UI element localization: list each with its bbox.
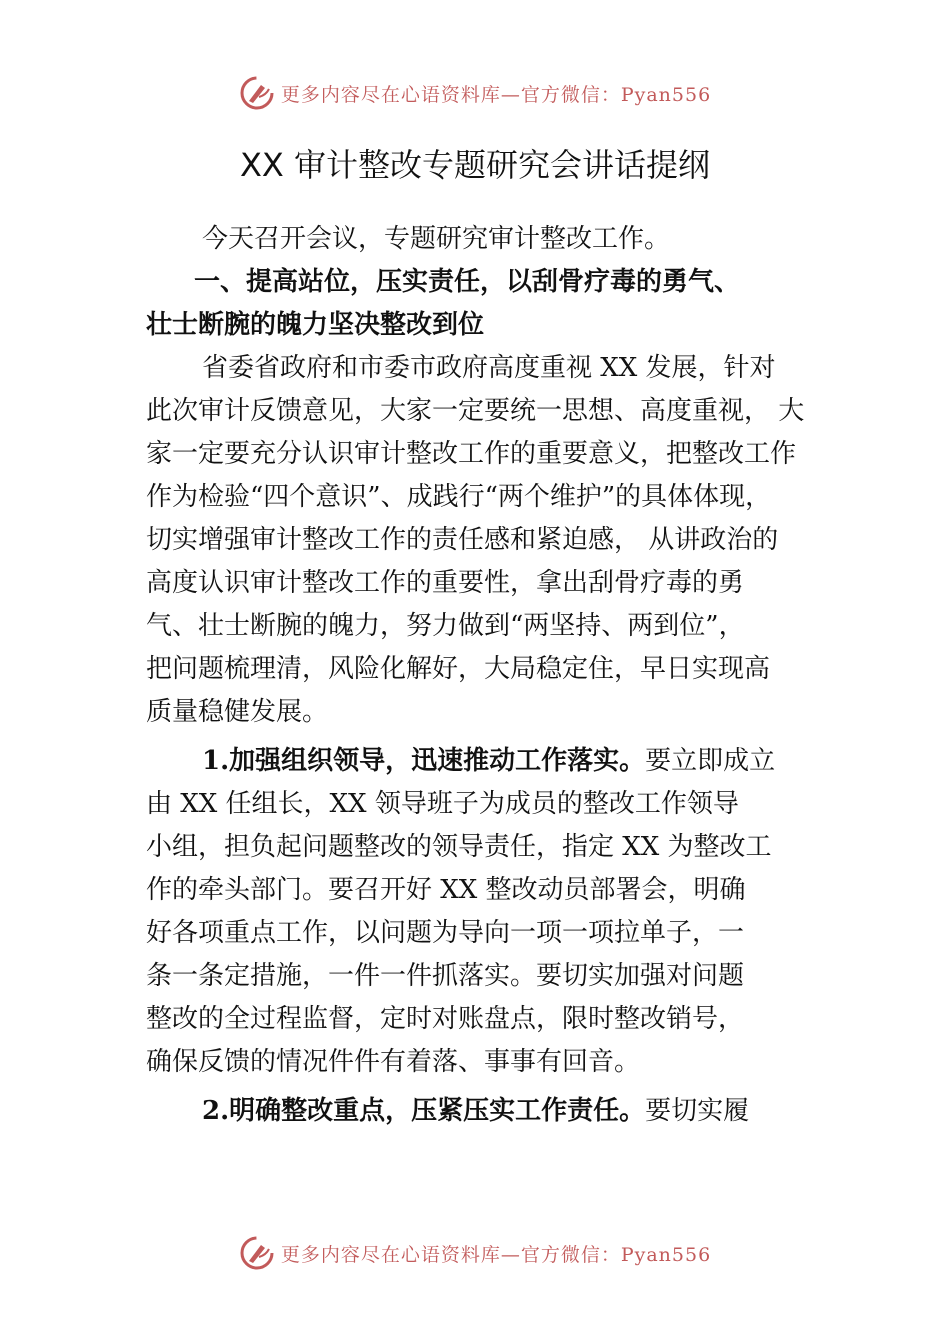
paragraph-3 <box>146 1090 816 1133</box>
text-line: 家一定要充分认识审计整改工作的重要意义，把整改工作 <box>146 439 797 469</box>
text-line: 确保反馈的情况件件有着落、事事有回音。 <box>146 1047 641 1077</box>
brand-logo-icon <box>239 1235 275 1271</box>
text-line: 好各项重点工作，以问题为导向一项一项拉单子，一 <box>146 918 745 948</box>
section-heading-line: 壮士断腕的魄力坚决整改到位 <box>146 310 485 340</box>
text-line <box>146 740 816 783</box>
text-line: 整改的全过程监督，定时对账盘点，限时整改销号， <box>146 1004 745 1034</box>
document-body <box>146 218 816 1133</box>
text-line: 质量稳健发展。 <box>146 697 329 727</box>
intro-paragraph: 今天召开会议，专题研究审计整改工作。 <box>202 224 671 254</box>
text-line: 高度认识审计整改工作的重要性，拿出刮骨疗毒的勇 <box>146 568 745 598</box>
section-heading-line: 一、提高站位，压实责任，以刮骨疗毒的勇气、 <box>194 267 741 297</box>
text-line: 省委省政府和市委市政府高度重视 XX 发展，针对 <box>202 353 776 383</box>
text-line: 作的牵头部门。要召开好 XX 整改动员部署会，明确 <box>146 875 746 905</box>
text-line: 条一条定措施，一件一件抓落实。要切实加强对问题 <box>146 961 745 991</box>
text-line: 气、壮士断腕的魄力，努力做到“两坚持、两到位”， <box>146 611 745 641</box>
paragraph-2 <box>146 740 816 1084</box>
text-line <box>146 1090 816 1133</box>
text-line: 切实增强审计整改工作的责任感和紧迫感， 从讲政治的 <box>146 525 779 555</box>
brand-logo-icon <box>239 75 275 111</box>
text-line: 把问题梳理清，风险化解好，大局稳定住，早日实现高 <box>146 654 771 684</box>
text-line: 此次审计反馈意见，大家一定要统一思想、高度重视， 大 <box>146 396 805 426</box>
text-run: 要立即成立 <box>645 746 776 776</box>
text-line: 作为检验“四个意识”、成践行“两个维护”的具体体现， <box>146 482 772 512</box>
footer-watermark <box>0 1231 950 1275</box>
header-watermark <box>0 71 950 115</box>
watermark-text: 更多内容尽在心语资料库—官方微信：Pyan556 <box>280 1243 712 1266</box>
text-line: 小组，担负起问题整改的领导责任，指定 XX 为整改工 <box>146 832 772 862</box>
text-run: 要切实履 <box>645 1096 750 1126</box>
subheading-bold: 1.加强组织领导，迅速推动工作落实。 <box>202 746 646 776</box>
subheading-bold: 2.明确整改重点，压紧压实工作责任。 <box>202 1096 646 1126</box>
text-line: 由 XX 任组长，XX 领导班子为成员的整改工作领导 <box>146 789 739 819</box>
paragraph-1 <box>146 347 816 734</box>
watermark-text: 更多内容尽在心语资料库—官方微信：Pyan556 <box>280 83 712 106</box>
document-title: XX 审计整改专题研究会讲话提纲 <box>239 146 711 184</box>
